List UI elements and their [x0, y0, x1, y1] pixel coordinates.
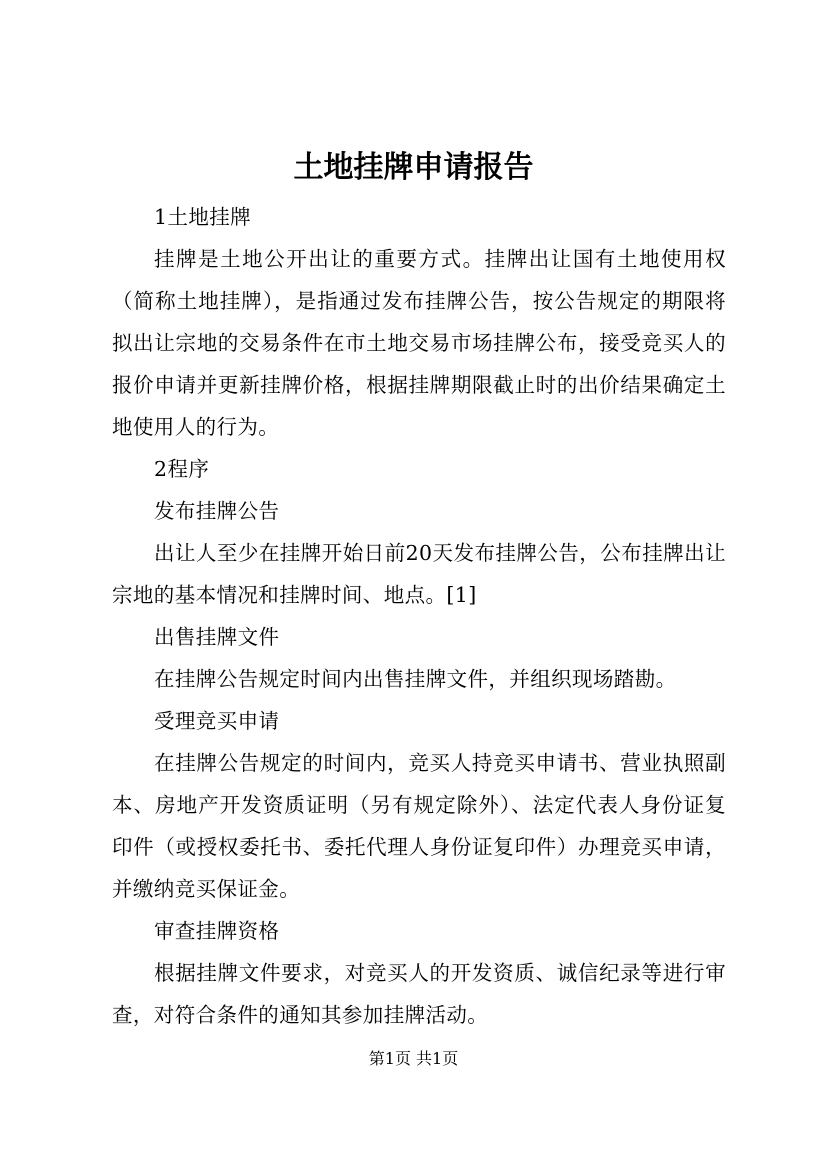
- section-heading-procedure: 2程序: [154, 457, 210, 481]
- step-heading-accept-application: 受理竞买申请: [154, 709, 280, 733]
- document-body: [112, 196, 726, 1036]
- step-heading-publish-notice: 发布挂牌公告: [154, 499, 280, 523]
- step-heading-review-qualification: 审查挂牌资格: [154, 919, 280, 943]
- step-heading-sell-documents: 出售挂牌文件: [154, 625, 280, 649]
- page-footer: 第1页 共1页: [368, 1049, 459, 1068]
- paragraph-accept-application: 在挂牌公告规定的时间内，竞买人持竞买申请书、营业执照副本、房地产开发资质证明（另有规定除外）、法定代表人身份证复印件（或授权委托书、委托代理人身份证复印件）办理竞买申请，并缴纳竞买保证金。: [112, 751, 726, 901]
- section-heading-land-listing: 1土地挂牌: [154, 205, 252, 229]
- document-title: 土地挂牌申请报告: [293, 150, 534, 185]
- paragraph-sell-documents: 在挂牌公告规定时间内出售挂牌文件，并组织现场踏勘。: [154, 667, 677, 691]
- paragraph-publish-notice: 出让人至少在挂牌开始日前20天发布挂牌公告，公布挂牌出让宗地的基本情况和挂牌时间、地点。[1]: [112, 541, 726, 607]
- paragraph-review-qualification: 根据挂牌文件要求，对竞买人的开发资质、诚信纪录等进行审查，对符合条件的通知其参加挂牌活动。: [112, 961, 726, 1027]
- paragraph-definition: 挂牌是土地公开出让的重要方式。挂牌出让国有土地使用权（简称土地挂牌），是指通过发布挂牌公告，按公告规定的期限将拟出让宗地的交易条件在市土地交易市场挂牌公布，接受竞买人的报价申请并更新挂牌价格，根据挂牌期限截止时的出价结果确定土地使用人的行为。: [112, 247, 726, 439]
